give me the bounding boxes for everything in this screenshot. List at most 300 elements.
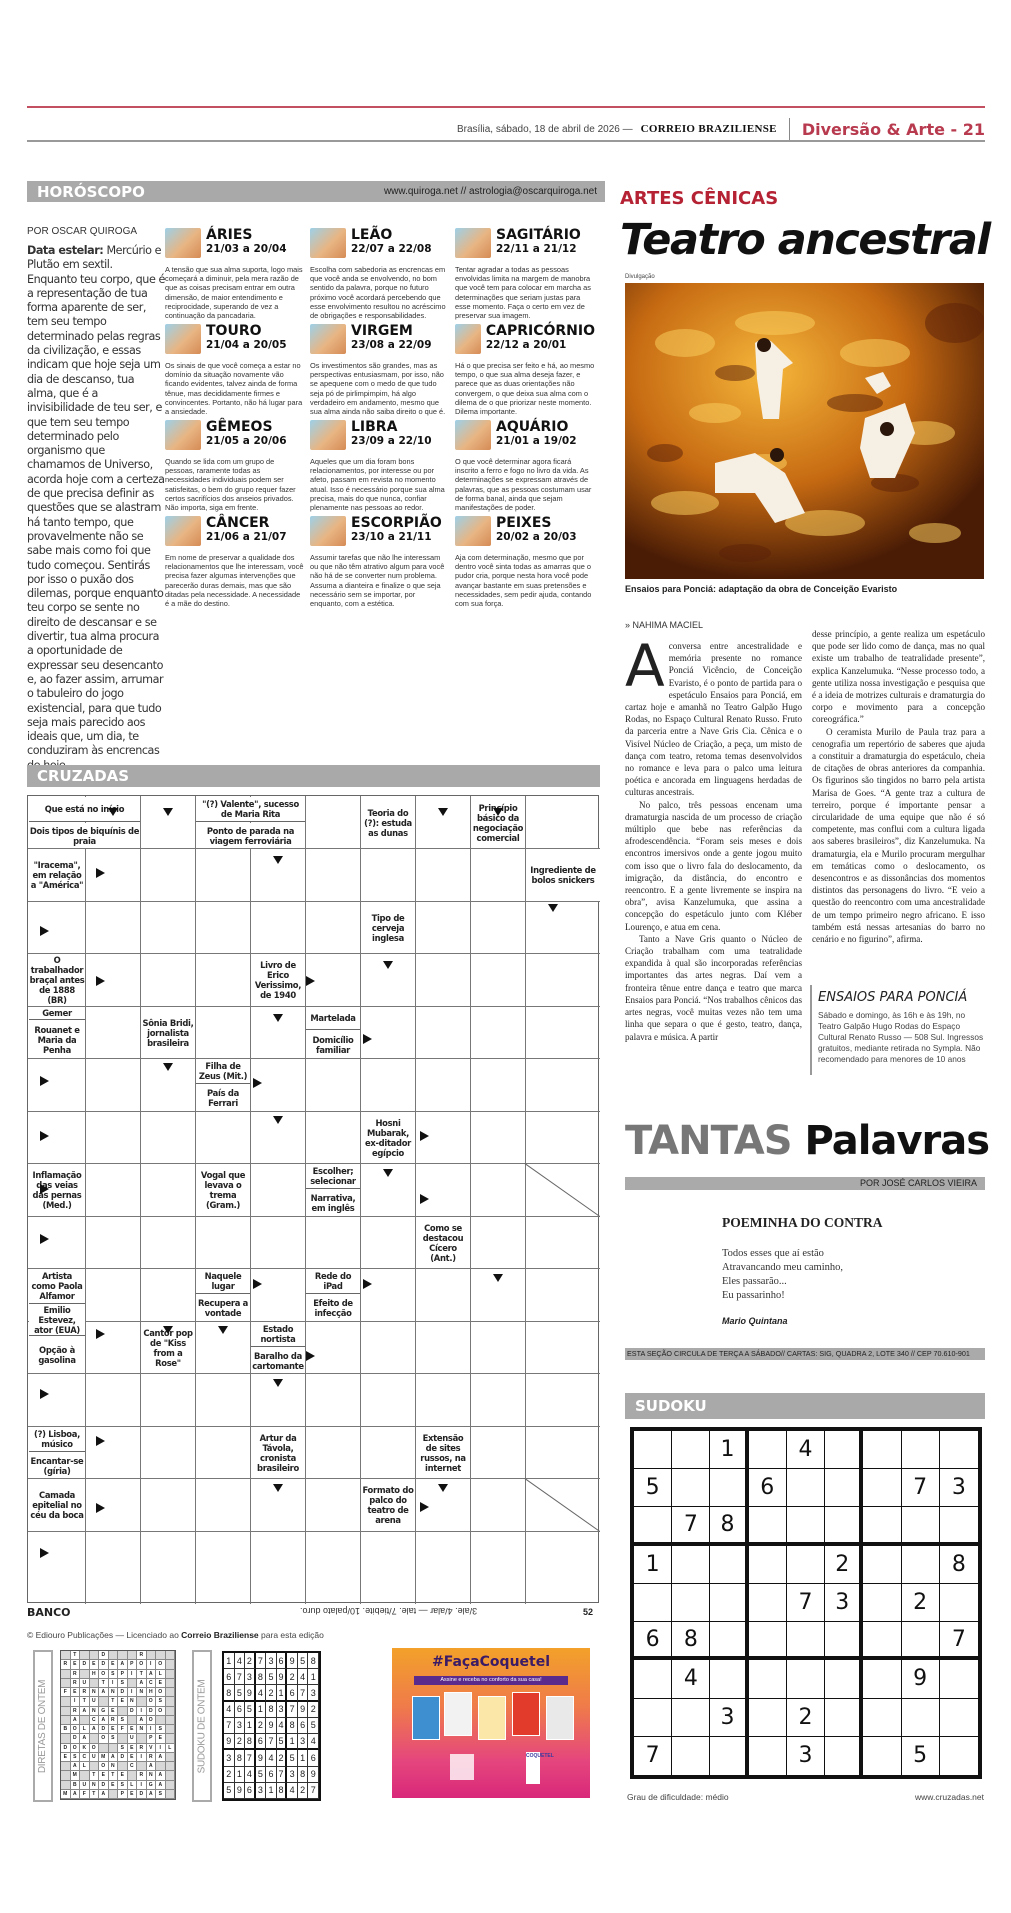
crossword-grid[interactable] xyxy=(27,795,599,1603)
crossword-clue: Filha de Zeus (Mit.) xyxy=(196,1059,250,1084)
arrow-right-icon xyxy=(363,1279,372,1289)
solution-cell: 1 xyxy=(308,1669,319,1685)
arrow-down-icon xyxy=(163,808,173,816)
sign-header xyxy=(310,324,450,360)
column-footer-bar: ESTA SEÇÃO CIRCULA DE TERÇA A SÁBADO// CARTAS: SIG, QUADRA 2, LOTE 340 // CEP 70.610-901 xyxy=(625,1348,985,1360)
crossword-clue: "(?) Valente", sucesso de Maria Rita xyxy=(196,797,305,822)
poem-body xyxy=(722,1247,843,1303)
solution-cell: A xyxy=(71,1716,81,1725)
grid-line xyxy=(28,1426,600,1427)
sudoku-empty-cell[interactable] xyxy=(749,1737,787,1775)
solution-cell xyxy=(166,1707,176,1716)
sudoku-empty-cell[interactable] xyxy=(825,1622,863,1660)
arrow-down-icon xyxy=(163,1326,173,1334)
solution-cell: 9 xyxy=(287,1653,298,1669)
grid-line xyxy=(28,1373,600,1374)
sudoku-given-cell: 5 xyxy=(902,1737,940,1775)
horoscope-header-bar xyxy=(27,181,605,202)
poem-line: Eu passarinho! xyxy=(722,1290,785,1301)
arrow-right-icon xyxy=(253,1078,262,1088)
sudoku-given-cell: 4 xyxy=(672,1660,710,1698)
solution-cell: D xyxy=(71,1734,81,1743)
zodiac-icon xyxy=(455,516,491,546)
horoscope-title: HORÓSCOPO xyxy=(37,182,145,201)
solution-cell: N xyxy=(147,1771,157,1780)
solution-cell xyxy=(99,1697,109,1706)
solution-cell: I xyxy=(137,1753,147,1762)
crossword-clue: País da Ferrari xyxy=(196,1085,250,1111)
zodiac-icon xyxy=(310,324,346,354)
solution-cell: E xyxy=(109,1707,119,1716)
zodiac-icon xyxy=(455,324,481,354)
sudoku-empty-cell[interactable] xyxy=(710,1737,748,1775)
solution-cell: 3 xyxy=(256,1783,267,1799)
solution-cell xyxy=(90,1762,100,1771)
solution-cell: D xyxy=(99,1660,109,1669)
crossword-clue: Emilio Estevez, ator (EUA) xyxy=(29,1305,85,1336)
solution-cell: L xyxy=(128,1781,138,1790)
sudoku-empty-cell[interactable] xyxy=(863,1660,901,1698)
solution-cell: 8 xyxy=(298,1767,309,1783)
masthead-divider xyxy=(789,118,790,140)
solution-cell xyxy=(61,1771,71,1780)
sudoku-difficulty: Grau de dificuldade: médio xyxy=(627,1792,729,1802)
sign-name: ÁRIES xyxy=(206,227,253,243)
grid-line xyxy=(28,1111,600,1112)
sudoku-given-cell: 3 xyxy=(710,1699,748,1737)
sudoku-empty-cell[interactable] xyxy=(825,1660,863,1698)
solution-cell: A xyxy=(137,1679,147,1688)
solution-cell: 6 xyxy=(298,1718,309,1734)
sign-dates: 23/09 a 22/10 xyxy=(351,435,432,447)
solution-cell: S xyxy=(109,1670,119,1679)
arrow-down-icon xyxy=(438,1484,448,1492)
sudoku-given-cell: 1 xyxy=(710,1431,748,1469)
solution-cell: C xyxy=(80,1753,90,1762)
arrow-right-icon xyxy=(96,868,105,878)
solution-cell: T xyxy=(80,1697,90,1706)
solution-cell: I xyxy=(128,1688,138,1697)
crossword-clue: Martelada xyxy=(306,1007,360,1030)
solution-cell: U xyxy=(90,1697,100,1706)
solution-cell: 1 xyxy=(266,1783,277,1799)
sign-dates: 22/11 a 21/12 xyxy=(496,243,577,255)
sign-header xyxy=(310,228,450,264)
sudoku-empty-cell[interactable] xyxy=(863,1584,901,1622)
article-paragraph: desse princípio, a gente realiza um espetáculo que pode ser lido como de dança, mas no qual existe um trabalho de teatralidade presente”, explica Kanzelumuka. “Nesse processo todo, a gente utiliza nossa investigação e pesquisa que é a ideia de motrizes culturais e dramaturgia do corpo e movimento para a concepção coreográfica.” xyxy=(812,629,985,725)
sudoku-empty-cell[interactable] xyxy=(940,1431,978,1469)
solution-cell: M xyxy=(71,1771,81,1780)
crossword-clue: Teoria do (?): estuda as dunas xyxy=(361,797,415,848)
sign-dates: 21/03 a 20/04 xyxy=(206,243,287,255)
sudoku-given-cell: 3 xyxy=(940,1469,978,1507)
sudoku-empty-cell[interactable] xyxy=(749,1699,787,1737)
coquetel-ad[interactable] xyxy=(392,1648,590,1798)
solution-cell: D xyxy=(99,1725,109,1734)
solution-cell: 7 xyxy=(298,1685,309,1701)
crossword-clue: Estado nortista xyxy=(251,1322,305,1347)
grid-line xyxy=(525,796,526,1604)
solution-cell: 9 xyxy=(235,1783,246,1799)
solution-cell: I xyxy=(71,1697,81,1706)
zodiac-icon xyxy=(165,324,201,354)
sudoku-url[interactable]: www.cruzadas.net xyxy=(915,1792,984,1802)
arrow-right-icon xyxy=(96,1329,105,1339)
article-paragraph: No palco, três pessoas encenam uma dramaturgia nascida de um processo de criação múltiplo que bebe nas referências da afrodescendência. “Foram seis meses e dois encontros imersivos onde a gente jogou muito com isso que o livro fala do deslocamento, da imigração, da distância, do encontro e reencontro. E a gente livremente se inspira na obra”, avisa Kanzelumuka, que assina a concepção do espetáculo junto com Kléber Lourenço, e atua em cena. xyxy=(625,799,802,932)
solution-cell xyxy=(109,1651,119,1660)
solution-cell: S xyxy=(156,1697,166,1706)
sign-sagitário xyxy=(455,228,595,320)
ad-subline: Assine e receba no conforto da sua casa! xyxy=(414,1676,568,1685)
arrow-down-icon xyxy=(273,1484,283,1492)
solution-cell: 5 xyxy=(235,1685,246,1701)
crossword-title: CRUZADAS xyxy=(37,767,130,785)
sign-name: CÂNCER xyxy=(206,515,270,531)
sudoku-empty-cell[interactable] xyxy=(902,1507,940,1545)
intro-label: Data estelar: xyxy=(27,244,104,257)
crossword-clue: Ingrediente de bolos snickers xyxy=(526,849,600,901)
sudoku-empty-cell[interactable] xyxy=(902,1431,940,1469)
solution-cell: 1 xyxy=(277,1685,288,1701)
sudoku-empty-cell[interactable] xyxy=(825,1699,863,1737)
solution-cell: R xyxy=(137,1651,147,1660)
solution-cell xyxy=(118,1762,128,1771)
sudoku-empty-cell[interactable] xyxy=(710,1660,748,1698)
solution-cell xyxy=(166,1679,176,1688)
solution-cell: 9 xyxy=(245,1685,256,1701)
sudoku-empty-cell[interactable] xyxy=(710,1622,748,1660)
sudoku-empty-cell[interactable] xyxy=(940,1584,978,1622)
sudoku-empty-cell[interactable] xyxy=(902,1622,940,1660)
sudoku-empty-cell[interactable] xyxy=(863,1546,901,1584)
solution-cell xyxy=(61,1781,71,1790)
paragraph-text: conversa entre ancestralidade e memória presente no romance Ponciá Vicêncio, de Conceição Evaristo, é o ponto de partida para o espetáculo Ensaios para Ponciá, em cartaz hoje e amanhã no Teatro Galpão Hugo Rodas, no Espaço Cultural Renato Russo. Fruto da parceria entre a Nave Gris Cia. Cênica e o Visível Núcleo de Criação, a peça, um misto de dança com teatro, retoma temas desenvolvidos no romance e leva para o palco uma leitura poética e ancorada em linguagens herdadas de culturas ancestrais. xyxy=(625,641,802,798)
solution-cell xyxy=(61,1697,71,1706)
sudoku-solution-label xyxy=(192,1650,212,1802)
solution-cell: A xyxy=(147,1670,157,1679)
sign-name: TOURO xyxy=(206,323,262,339)
solution-cell: E xyxy=(118,1771,128,1780)
solution-cell: C xyxy=(147,1679,157,1688)
sign-dates: 20/02 a 20/03 xyxy=(496,531,577,543)
sudoku-empty-cell[interactable] xyxy=(749,1431,787,1469)
arrow-down-icon xyxy=(273,1116,283,1124)
crossword-copyright xyxy=(27,1630,324,1640)
solution-cell: U xyxy=(90,1753,100,1762)
grid-line xyxy=(415,796,416,1604)
crossword-clue: (?) Lisboa, músico xyxy=(29,1427,85,1452)
zodiac-icon xyxy=(310,420,346,450)
solution-cell: A xyxy=(156,1753,166,1762)
sudoku-empty-cell[interactable] xyxy=(749,1622,787,1660)
solution-cell: 4 xyxy=(245,1767,256,1783)
arrow-down-icon xyxy=(273,1379,283,1387)
sudoku-empty-cell[interactable] xyxy=(634,1660,672,1698)
crossword-clue: Rede do iPad xyxy=(306,1269,360,1294)
sudoku-empty-cell[interactable] xyxy=(825,1737,863,1775)
solution-cell: L xyxy=(80,1725,90,1734)
grid-line xyxy=(140,796,141,1604)
solution-cell: 4 xyxy=(277,1718,288,1734)
solution-cell xyxy=(80,1670,90,1679)
solution-cell: 8 xyxy=(308,1653,319,1669)
solution-cell: R xyxy=(71,1679,81,1688)
crossword-solution-label xyxy=(33,1650,53,1802)
solution-cell: R xyxy=(71,1707,81,1716)
zodiac-icon xyxy=(165,228,201,258)
sudoku-empty-cell[interactable] xyxy=(749,1584,787,1622)
crossword-clue: Tipo de cerveja inglesa xyxy=(361,902,415,953)
sudoku-solution-grid xyxy=(222,1651,321,1801)
solution-cell: O xyxy=(71,1725,81,1734)
sudoku-empty-cell[interactable] xyxy=(749,1546,787,1584)
solution-cell: F xyxy=(118,1725,128,1734)
solution-cell xyxy=(166,1753,176,1762)
solution-cell xyxy=(166,1697,176,1706)
sudoku-empty-cell[interactable] xyxy=(787,1469,825,1507)
banco-label: BANCO xyxy=(27,1606,71,1619)
solution-cell xyxy=(156,1716,166,1725)
solution-cell xyxy=(166,1725,176,1734)
grid-line xyxy=(28,901,600,902)
arrow-down-icon xyxy=(273,856,283,864)
solution-cell: R xyxy=(147,1753,157,1762)
arrow-right-icon xyxy=(40,1131,49,1141)
sign-header xyxy=(455,420,595,456)
solution-cell: 8 xyxy=(224,1685,235,1701)
solution-cell: 7 xyxy=(224,1718,235,1734)
poem-title: POEMINHA DO CONTRA xyxy=(722,1215,883,1230)
sign-name: LEÃO xyxy=(351,227,393,243)
solution-cell: M xyxy=(61,1790,71,1799)
sudoku-empty-cell[interactable] xyxy=(863,1699,901,1737)
photo-caption: Ensaios para Ponciá: adaptação da obra de Conceição Evaristo xyxy=(625,584,898,594)
solution-cell: E xyxy=(90,1660,100,1669)
solution-cell: I xyxy=(137,1707,147,1716)
solution-cell: B xyxy=(71,1781,81,1790)
solution-cell: O xyxy=(156,1660,166,1669)
sudoku-empty-cell[interactable] xyxy=(634,1431,672,1469)
sudoku-empty-cell[interactable] xyxy=(787,1622,825,1660)
solution-cell: G xyxy=(147,1781,157,1790)
solution-cell: S xyxy=(109,1734,119,1743)
solution-cell: 5 xyxy=(256,1767,267,1783)
sudoku-empty-cell[interactable] xyxy=(825,1431,863,1469)
arrow-right-icon xyxy=(40,1184,49,1194)
solution-cell: 6 xyxy=(224,1669,235,1685)
sign-name: GÊMEOS xyxy=(206,419,273,435)
crossword-clue: Princípio básico da negociação comercial xyxy=(471,797,525,848)
sudoku-empty-cell[interactable] xyxy=(825,1469,863,1507)
solution-cell: C xyxy=(90,1716,100,1725)
coquetel-logo: COQUETEL xyxy=(526,1752,540,1784)
solution-cell: 6 xyxy=(235,1702,246,1718)
sudoku-empty-cell[interactable] xyxy=(863,1737,901,1775)
solution-cell: T xyxy=(109,1771,119,1780)
solution-cell: E xyxy=(128,1725,138,1734)
solution-cell: A xyxy=(147,1762,157,1771)
magazine-cover xyxy=(546,1696,574,1740)
sudoku-empty-cell[interactable] xyxy=(710,1584,748,1622)
solution-cell: A xyxy=(109,1753,119,1762)
crossword-clue: Recupera a vontade xyxy=(196,1295,250,1321)
grid-line xyxy=(28,1531,600,1532)
sudoku-empty-cell[interactable] xyxy=(863,1622,901,1660)
magazine-cover xyxy=(478,1696,506,1740)
solution-cell: 4 xyxy=(308,1734,319,1750)
sudoku-empty-cell[interactable] xyxy=(749,1507,787,1545)
sign-header xyxy=(165,516,305,552)
crossword-clue: Inflamação das veias das pernas (Med.) xyxy=(29,1164,85,1216)
solution-cell xyxy=(166,1651,176,1660)
solution-cell: O xyxy=(99,1670,109,1679)
sudoku-empty-cell[interactable] xyxy=(749,1660,787,1698)
solution-cell: 2 xyxy=(308,1702,319,1718)
solution-cell: 6 xyxy=(287,1685,298,1701)
sign-text: Aja com determinação, mesmo que por dentro você sinta todas as amarras que o pudor cria, porque nesta hora você pode avançar bastante em suas pretensões e necessidades, sem pedir ajuda, contando com sua força. xyxy=(455,553,592,609)
sudoku-empty-cell[interactable] xyxy=(672,1546,710,1584)
solution-cell: A xyxy=(80,1707,90,1716)
sudoku-empty-cell[interactable] xyxy=(634,1584,672,1622)
solution-cell xyxy=(61,1679,71,1688)
magazine-cover xyxy=(412,1696,440,1740)
solution-cell: P xyxy=(118,1670,128,1679)
sign-header xyxy=(165,420,305,456)
solution-cell xyxy=(109,1790,119,1799)
solution-cell: O xyxy=(147,1697,157,1706)
sudoku-empty-cell[interactable] xyxy=(672,1699,710,1737)
copyright-brand: Correio Braziliense xyxy=(181,1630,259,1640)
crossword-clue: Artista como Paola Alfamor xyxy=(29,1269,85,1304)
sudoku-empty-cell[interactable] xyxy=(634,1699,672,1737)
arrow-down-icon xyxy=(218,1326,228,1334)
sudoku-empty-cell[interactable] xyxy=(634,1507,672,1545)
solution-cell xyxy=(166,1716,176,1725)
crossword-clue: Hosni Mubarak, ex-ditador egípcio xyxy=(361,1112,415,1163)
sudoku-empty-cell[interactable] xyxy=(940,1660,978,1698)
sudoku-empty-cell[interactable] xyxy=(863,1431,901,1469)
solution-cell: L xyxy=(156,1670,166,1679)
solution-cell: B xyxy=(61,1725,71,1734)
sign-name: AQUÁRIO xyxy=(496,419,569,435)
crossword-clue: Como se destacou Cícero (Ant.) xyxy=(416,1217,470,1268)
solution-cell: A xyxy=(118,1660,128,1669)
sudoku-empty-cell[interactable] xyxy=(672,1584,710,1622)
solution-cell: 7 xyxy=(266,1734,277,1750)
sign-name: VIRGEM xyxy=(351,323,413,339)
grid-line xyxy=(28,953,600,954)
arrow-right-icon xyxy=(253,1279,262,1289)
solution-cell xyxy=(128,1679,138,1688)
sign-virgem xyxy=(310,324,450,416)
sudoku-given-cell: 8 xyxy=(710,1507,748,1545)
solution-cell: 8 xyxy=(245,1734,256,1750)
solution-cell: 3 xyxy=(308,1685,319,1701)
sudoku-empty-cell[interactable] xyxy=(672,1469,710,1507)
solution-cell xyxy=(61,1707,71,1716)
solution-cell xyxy=(166,1781,176,1790)
solution-cell: 9 xyxy=(224,1734,235,1750)
solution-cell: 4 xyxy=(224,1702,235,1718)
solution-cell: E xyxy=(109,1660,119,1669)
solution-cell xyxy=(80,1771,90,1780)
poem-line: Atravancando meu caminho, xyxy=(722,1262,843,1273)
sudoku-empty-cell[interactable] xyxy=(710,1469,748,1507)
arrow-right-icon xyxy=(96,1436,105,1446)
sudoku-empty-cell[interactable] xyxy=(940,1699,978,1737)
solution-cell: 7 xyxy=(277,1767,288,1783)
arrow-right-icon xyxy=(40,1389,49,1399)
solution-cell: R xyxy=(71,1670,81,1679)
article-paragraph: O ceramista Murilo de Paula traz para a cenografia um repertório de saberes que ajuda a constituir a dramaturgia do espetáculo, cheia de citações de obras anteriores da companhia. Os figurinos são tingidos no barro pela artista Marisa de Goes. “A gente traz a cultura de terreiro, porque é importante pensar a circularidade de uma equipe que não é só competente, mas conflui com a cultura ligada aos saberes brasileiros”, diz Kanzelumuka. Na dramaturgia, ela e Murilo procuram mergulhar em temáticas como o deslocamento, os desencontros e as dissonâncias dos momentos distintos das personagens do livro. “E veio a questão do reencontro com uma ancestralidade de um tempo primeiro negro africano. E isso também está nessas artesanias do barro no cenário e no figurino”, afirma. xyxy=(812,726,985,945)
solution-cell: I xyxy=(147,1725,157,1734)
horoscope-links[interactable]: www.quiroga.net // astrologia@oscarquiroga.net xyxy=(383,186,597,197)
sign-dates: 21/05 a 20/06 xyxy=(206,435,287,447)
sign-text: Os investimentos são grandes, mas as perspectivas entusiasmam, por isso, não se apequene com o medo de que tudo seja pó de pirlimpimpim, há algo verdadeiro em andamento, mesmo que sua alma ainda não saiba direito o que é. xyxy=(310,361,446,417)
solution-cell: A xyxy=(137,1716,147,1725)
qr-code[interactable] xyxy=(450,1754,474,1780)
solution-cell: 7 xyxy=(287,1702,298,1718)
sudoku-empty-cell[interactable] xyxy=(902,1699,940,1737)
drop-cap: A xyxy=(625,632,665,700)
solution-cell: A xyxy=(99,1716,109,1725)
solution-cell: D xyxy=(137,1790,147,1799)
sudoku-empty-cell[interactable] xyxy=(787,1660,825,1698)
solution-cell: T xyxy=(109,1697,119,1706)
crossword-clue: Encantar-se (gíria) xyxy=(29,1453,85,1478)
sudoku-grid[interactable] xyxy=(630,1427,982,1779)
sudoku-given-cell: 7 xyxy=(672,1507,710,1545)
solution-cell: A xyxy=(156,1781,166,1790)
dateline: Brasília, sábado, 18 de abril de 2026 — xyxy=(456,123,633,135)
zodiac-icon xyxy=(165,516,201,546)
grid-line xyxy=(470,796,471,1604)
dancers-photo-illustration xyxy=(625,283,984,579)
blocked-cell-diagonal xyxy=(524,1163,600,1217)
sudoku-empty-cell[interactable] xyxy=(940,1737,978,1775)
sudoku-empty-cell[interactable] xyxy=(940,1507,978,1545)
solution-cell: E xyxy=(71,1688,81,1697)
sudoku-empty-cell[interactable] xyxy=(863,1507,901,1545)
solution-cell xyxy=(147,1651,157,1660)
sudoku-given-cell: 6 xyxy=(634,1622,672,1660)
solution-cell: E xyxy=(61,1753,71,1762)
solution-cell: N xyxy=(137,1725,147,1734)
sudoku-empty-cell[interactable] xyxy=(825,1507,863,1545)
sudoku-empty-cell[interactable] xyxy=(672,1737,710,1775)
sign-peixes xyxy=(455,516,595,608)
info-box-text: Sábado e domingo, às 16h e às 19h, no Teatro Galpão Hugo Rodas do Espaço Cultural Renato Russo — 508 Sul. Ingressos gratuitos, mediante retirada no Sympla. Não recomendado para menores de 10 anos xyxy=(818,1010,984,1064)
solution-cell xyxy=(118,1651,128,1660)
solution-cell: U xyxy=(128,1734,138,1743)
solution-cell xyxy=(61,1651,71,1660)
solution-cell: 1 xyxy=(287,1734,298,1750)
solution-cell xyxy=(137,1697,147,1706)
sudoku-empty-cell[interactable] xyxy=(672,1431,710,1469)
sudoku-empty-cell[interactable] xyxy=(787,1546,825,1584)
sudoku-empty-cell[interactable] xyxy=(863,1469,901,1507)
solution-cell: 7 xyxy=(235,1669,246,1685)
solution-cell: N xyxy=(90,1707,100,1716)
sign-escorpião xyxy=(310,516,450,608)
crossword-number: 52 xyxy=(583,1607,594,1617)
sign-text: Assumir tarefas que não lhe interessam ou que não têm atrativo algum para você não há de se converter num problema. Assuma a dianteira e finalize o que seja necessário sem se importar, por enquanto, com a estética. xyxy=(310,553,445,609)
article-column-2 xyxy=(812,628,985,945)
arrow-down-icon xyxy=(163,1063,173,1071)
sudoku-empty-cell[interactable] xyxy=(710,1546,748,1584)
sudoku-empty-cell[interactable] xyxy=(787,1507,825,1545)
sudoku-empty-cell[interactable] xyxy=(902,1546,940,1584)
